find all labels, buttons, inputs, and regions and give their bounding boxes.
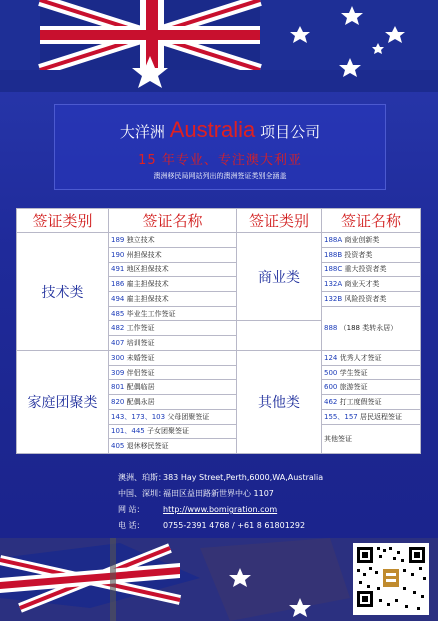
title-prefix: 大洋洲 xyxy=(119,123,165,141)
visa-item: 888 （188 类转永居） xyxy=(322,306,421,350)
table-row xyxy=(17,233,421,248)
visa-item: 491 地区担保技术 xyxy=(109,262,237,277)
visa-item: 132A 商业天才类 xyxy=(322,277,421,292)
visa-item: 186 雇主担保技术 xyxy=(109,277,237,292)
brand-name: Australia xyxy=(169,117,256,142)
visa-item: 407 培训签证 xyxy=(109,336,237,351)
company-title xyxy=(55,117,385,143)
visa-item: 820 配偶永居 xyxy=(109,395,237,410)
visa-item: 188B 投资者类 xyxy=(322,247,421,262)
title-suffix: 项目公司 xyxy=(260,123,321,141)
slogan: 15 年专业、专注澳大利亚 xyxy=(138,153,302,168)
table-row xyxy=(17,350,421,365)
visa-item: 132B 风险投资者类 xyxy=(322,292,421,307)
visa-item: 494 雇主担保技术 xyxy=(109,292,237,307)
header-cell: 签证名称 xyxy=(109,209,237,233)
table-header-row xyxy=(17,209,421,233)
visa-item: 188A 商业创新类 xyxy=(322,233,421,248)
contact-perth: 澳洲、珀斯：383 Hay Street,Perth,6000,WA,Australia xyxy=(118,473,324,482)
qr-code-icon xyxy=(353,543,429,615)
visa-item: 309 伴侣签证 xyxy=(109,365,237,380)
visa-item: 124 优秀人才签证 xyxy=(322,350,421,365)
contact-phone: 电 话： 0755-2391 4768 / +61 8 61801292 xyxy=(118,521,306,530)
visa-item: 143、173、103 父母团聚签证 xyxy=(109,409,237,424)
contact-info xyxy=(118,470,418,534)
visa-item: 190 州担保技术 xyxy=(109,247,237,262)
category-cell: 商业类 xyxy=(237,233,322,321)
visa-item: 其他签证 xyxy=(322,424,421,453)
visa-item: 801 配偶临居 xyxy=(109,380,237,395)
visa-item: 462 打工度假签证 xyxy=(322,395,421,410)
visa-table xyxy=(16,208,420,454)
header-box xyxy=(54,104,386,190)
category-cell: 家庭团聚类 xyxy=(17,350,109,453)
header-cell: 签证类别 xyxy=(237,209,322,233)
visa-item: 500 学生签证 xyxy=(322,365,421,380)
visa-item: 600 旅游签证 xyxy=(322,380,421,395)
flag-icon xyxy=(0,0,438,92)
contact-shenzhen: 中国、深圳：福田区益田路新世界中心 1107 xyxy=(118,489,274,498)
header-cell: 签证类别 xyxy=(17,209,109,233)
visa-item: 101、445 子女团聚签证 xyxy=(109,424,237,439)
contact-website: 网 站： http://www.bomigration.com xyxy=(118,505,278,514)
category-cell: 技术类 xyxy=(17,233,109,351)
header-cell: 签证名称 xyxy=(322,209,421,233)
visa-item: 188C 重大投资者类 xyxy=(322,262,421,277)
visa-item: 482 工作签证 xyxy=(109,321,237,336)
australia-flag-banner-top xyxy=(0,0,438,92)
visa-item: 189 独立技术 xyxy=(109,233,237,248)
visa-item: 300 未婚签证 xyxy=(109,350,237,365)
website-link[interactable]: http://www.bomigration.com xyxy=(163,505,278,514)
visa-item: 155、157 居民返程签证 xyxy=(322,409,421,424)
visa-item: 405 退休移民签证 xyxy=(109,439,237,454)
category-cell: 其他类 xyxy=(237,350,322,453)
visa-item: 485 毕业生工作签证 xyxy=(109,306,237,321)
subline: 澳洲移民局网站列出的澳洲签证类别全涵盖 xyxy=(153,172,287,180)
